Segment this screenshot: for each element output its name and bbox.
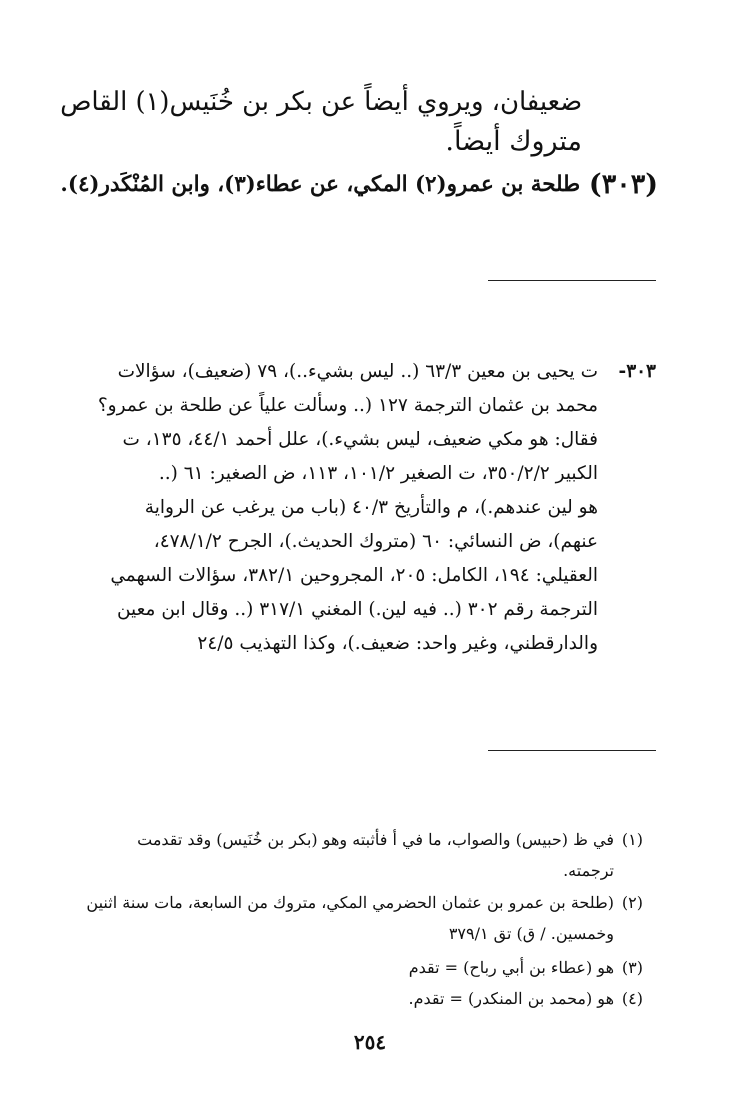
- footnote-number-1: (١): [621, 830, 643, 849]
- footnote-1-line-1: في ظ (حبيس) والصواب، ما في أ فأثبته وهو (بكر بن خُنَيس) وقد تقدمت: [137, 830, 614, 849]
- separator-rule-top: [488, 280, 656, 281]
- footnote-4-line-1: هو (محمد بن المنكدر) = تقدم.: [408, 989, 614, 1008]
- commentary-line-3: فقال: هو مكي ضعيف، ليس بشيء.)، علل أحمد ٤٤/١، ١٣٥، ت: [122, 429, 598, 450]
- page-number: ٢٥٤: [353, 1030, 387, 1054]
- commentary-line-2: محمد بن عثمان الترجمة ١٢٧ (.. وسألت علياً عن طلحة بن عمرو؟: [97, 395, 598, 416]
- footnote-number-4: (٤): [621, 989, 643, 1008]
- commentary-number: ٣٠٣-: [618, 361, 656, 382]
- footnote-number-2: (٢): [621, 893, 643, 912]
- footnote-2-line-1: (طلحة بن عمرو بن عثمان الحضرمي المكي، متروك من السابعة، مات سنة اثنين: [86, 893, 614, 912]
- footnote-3-line-1: هو (عطاء بن أبي رباح) = تقدم: [408, 958, 614, 977]
- commentary-line-8: الترجمة رقم ٣٠٢ (.. فيه لين.) المغني ٣١٧/١ (.. وقال ابن معين: [116, 599, 598, 620]
- commentary-line-1: ت يحيى بن معين ٦٣/٣ (.. ليس بشيء..)، ٧٩ (ضعيف)، سؤالات: [117, 361, 598, 382]
- footnote-2-line-2: وخمسين. / ق) تق ٣٧٩/١: [448, 924, 614, 943]
- entry-number: (٣٠٣): [588, 169, 658, 200]
- commentary-line-9: والدارقطني، وغير واحد: ضعيف.)، وكذا التهذيب ٢٤/٥: [197, 633, 598, 654]
- footnote-number-3: (٣): [621, 958, 643, 977]
- commentary-line-5: هو لين عندهم.)، م والتأريخ ٤٠/٣ (باب من يرغب عن الرواية: [144, 497, 598, 518]
- main-text-line-1: ضعيفان، ويروي أيضاً عن بكر بن خُنَيس(١) القاص: [60, 87, 582, 117]
- entry-text: طلحة بن عمرو(٢) المكي، عن عطاء(٣)، وابن المُنْكَدر(٤).: [60, 172, 580, 197]
- commentary-line-7: العقيلي: ١٩٤، الكامل: ٢٠٥، المجروحين ٣٨٢/١، سؤالات السهمي: [110, 565, 598, 586]
- footnote-1-line-2: ترجمته.: [563, 861, 614, 880]
- separator-rule-bottom: [488, 750, 656, 751]
- commentary-line-4: الكبير ٣٥٠/٢/٢، ت الصغير ١٠١/٢، ١١٣، ض الصغير: ٦١ (..: [158, 463, 598, 484]
- commentary-line-6: عنهم)، ض النسائي: ٦٠ (متروك الحديث.)، الجرح ٤٧٨/١/٢،: [153, 531, 598, 552]
- main-text-line-2: متروك أيضاً.: [445, 126, 582, 157]
